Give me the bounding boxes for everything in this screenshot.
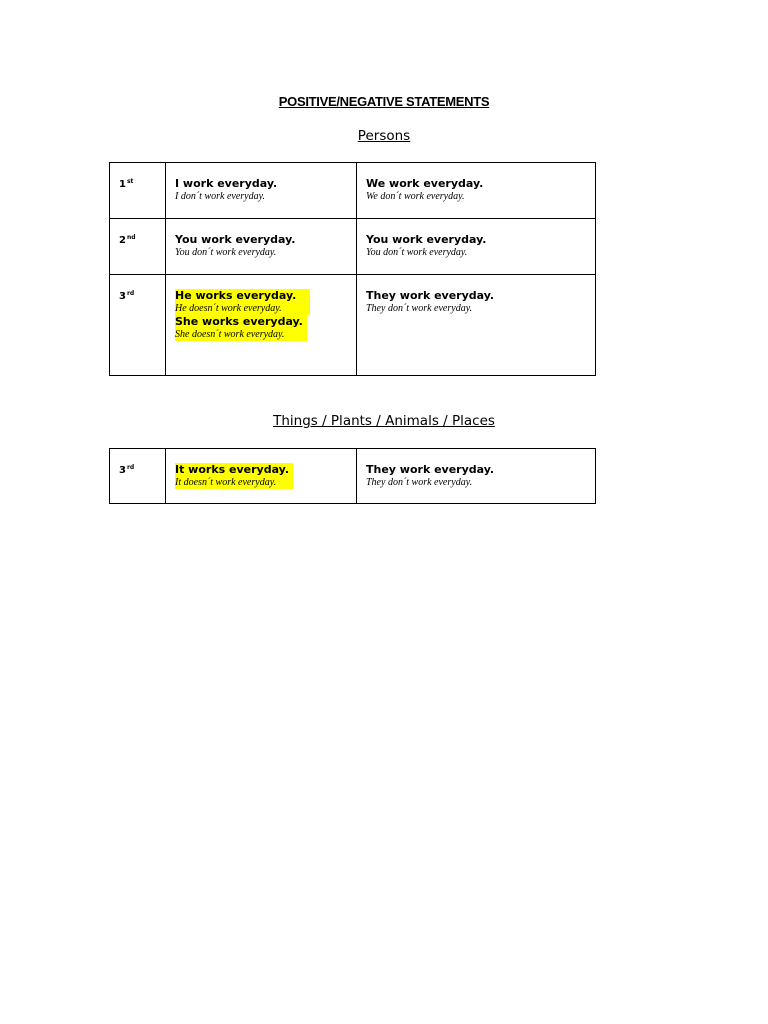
statement [366, 463, 494, 489]
section-heading-persons: Persons [357, 128, 411, 144]
person-cell [110, 275, 166, 376]
positive-statement: You work everyday. [366, 233, 487, 246]
positive-statement: I work everyday. [175, 177, 278, 190]
singular-cell [166, 219, 357, 275]
person-cell [110, 219, 166, 275]
negative-statement: It doesn´t work everyday. [175, 477, 277, 488]
negative-statement: You don´t work everyday. [366, 247, 468, 258]
person-cell [110, 163, 166, 219]
highlighted-statement [175, 315, 307, 341]
person-suffix: rd [126, 290, 135, 297]
statement [366, 177, 483, 203]
person-cell [110, 449, 166, 504]
table-row-second-person [110, 219, 596, 275]
statement [175, 233, 295, 259]
table-row-third-person [110, 275, 596, 376]
person-number: 2 [119, 235, 126, 246]
negative-statement: I don´t work everyday. [175, 191, 265, 202]
page-title: POSITIVE/NEGATIVE STATEMENTS [278, 94, 490, 109]
highlighted-statement [175, 463, 293, 489]
things-table [109, 448, 596, 504]
section-heading-things: Things / Plants / Animals / Places [273, 413, 495, 429]
plural-cell [357, 449, 596, 504]
highlighted-statement [175, 289, 310, 315]
statement [366, 233, 486, 259]
positive-statement: He works everyday. [175, 289, 297, 302]
negative-statement: They don´t work everyday. [366, 477, 473, 488]
positive-statement: We work everyday. [366, 177, 484, 190]
person-number: 1 [119, 179, 126, 190]
singular-cell [166, 163, 357, 219]
negative-statement: He doesn´t work everyday. [175, 303, 282, 314]
person-number: 3 [119, 465, 126, 476]
plural-cell [357, 163, 596, 219]
negative-statement: We don´t work everyday. [366, 191, 465, 202]
table-row-first-person [110, 163, 596, 219]
person-suffix: rd [126, 464, 135, 471]
statement [366, 289, 494, 315]
statement [175, 177, 277, 203]
negative-statement: They don´t work everyday. [366, 303, 473, 314]
singular-cell [166, 275, 357, 376]
person-number: 3 [119, 291, 126, 302]
positive-statement: They work everyday. [366, 463, 495, 476]
persons-table [109, 162, 596, 376]
negative-statement: You don´t work everyday. [175, 247, 277, 258]
positive-statement: They work everyday. [366, 289, 495, 302]
positive-statement: You work everyday. [175, 233, 296, 246]
plural-cell [357, 275, 596, 376]
person-suffix: st [126, 178, 134, 185]
positive-statement: She works everyday. [175, 315, 303, 328]
person-suffix: nd [126, 234, 136, 241]
singular-cell [166, 449, 357, 504]
plural-cell [357, 219, 596, 275]
negative-statement: She doesn´t work everyday. [175, 329, 285, 340]
positive-statement: It works everyday. [175, 463, 290, 476]
table-row-third-person [110, 449, 596, 504]
